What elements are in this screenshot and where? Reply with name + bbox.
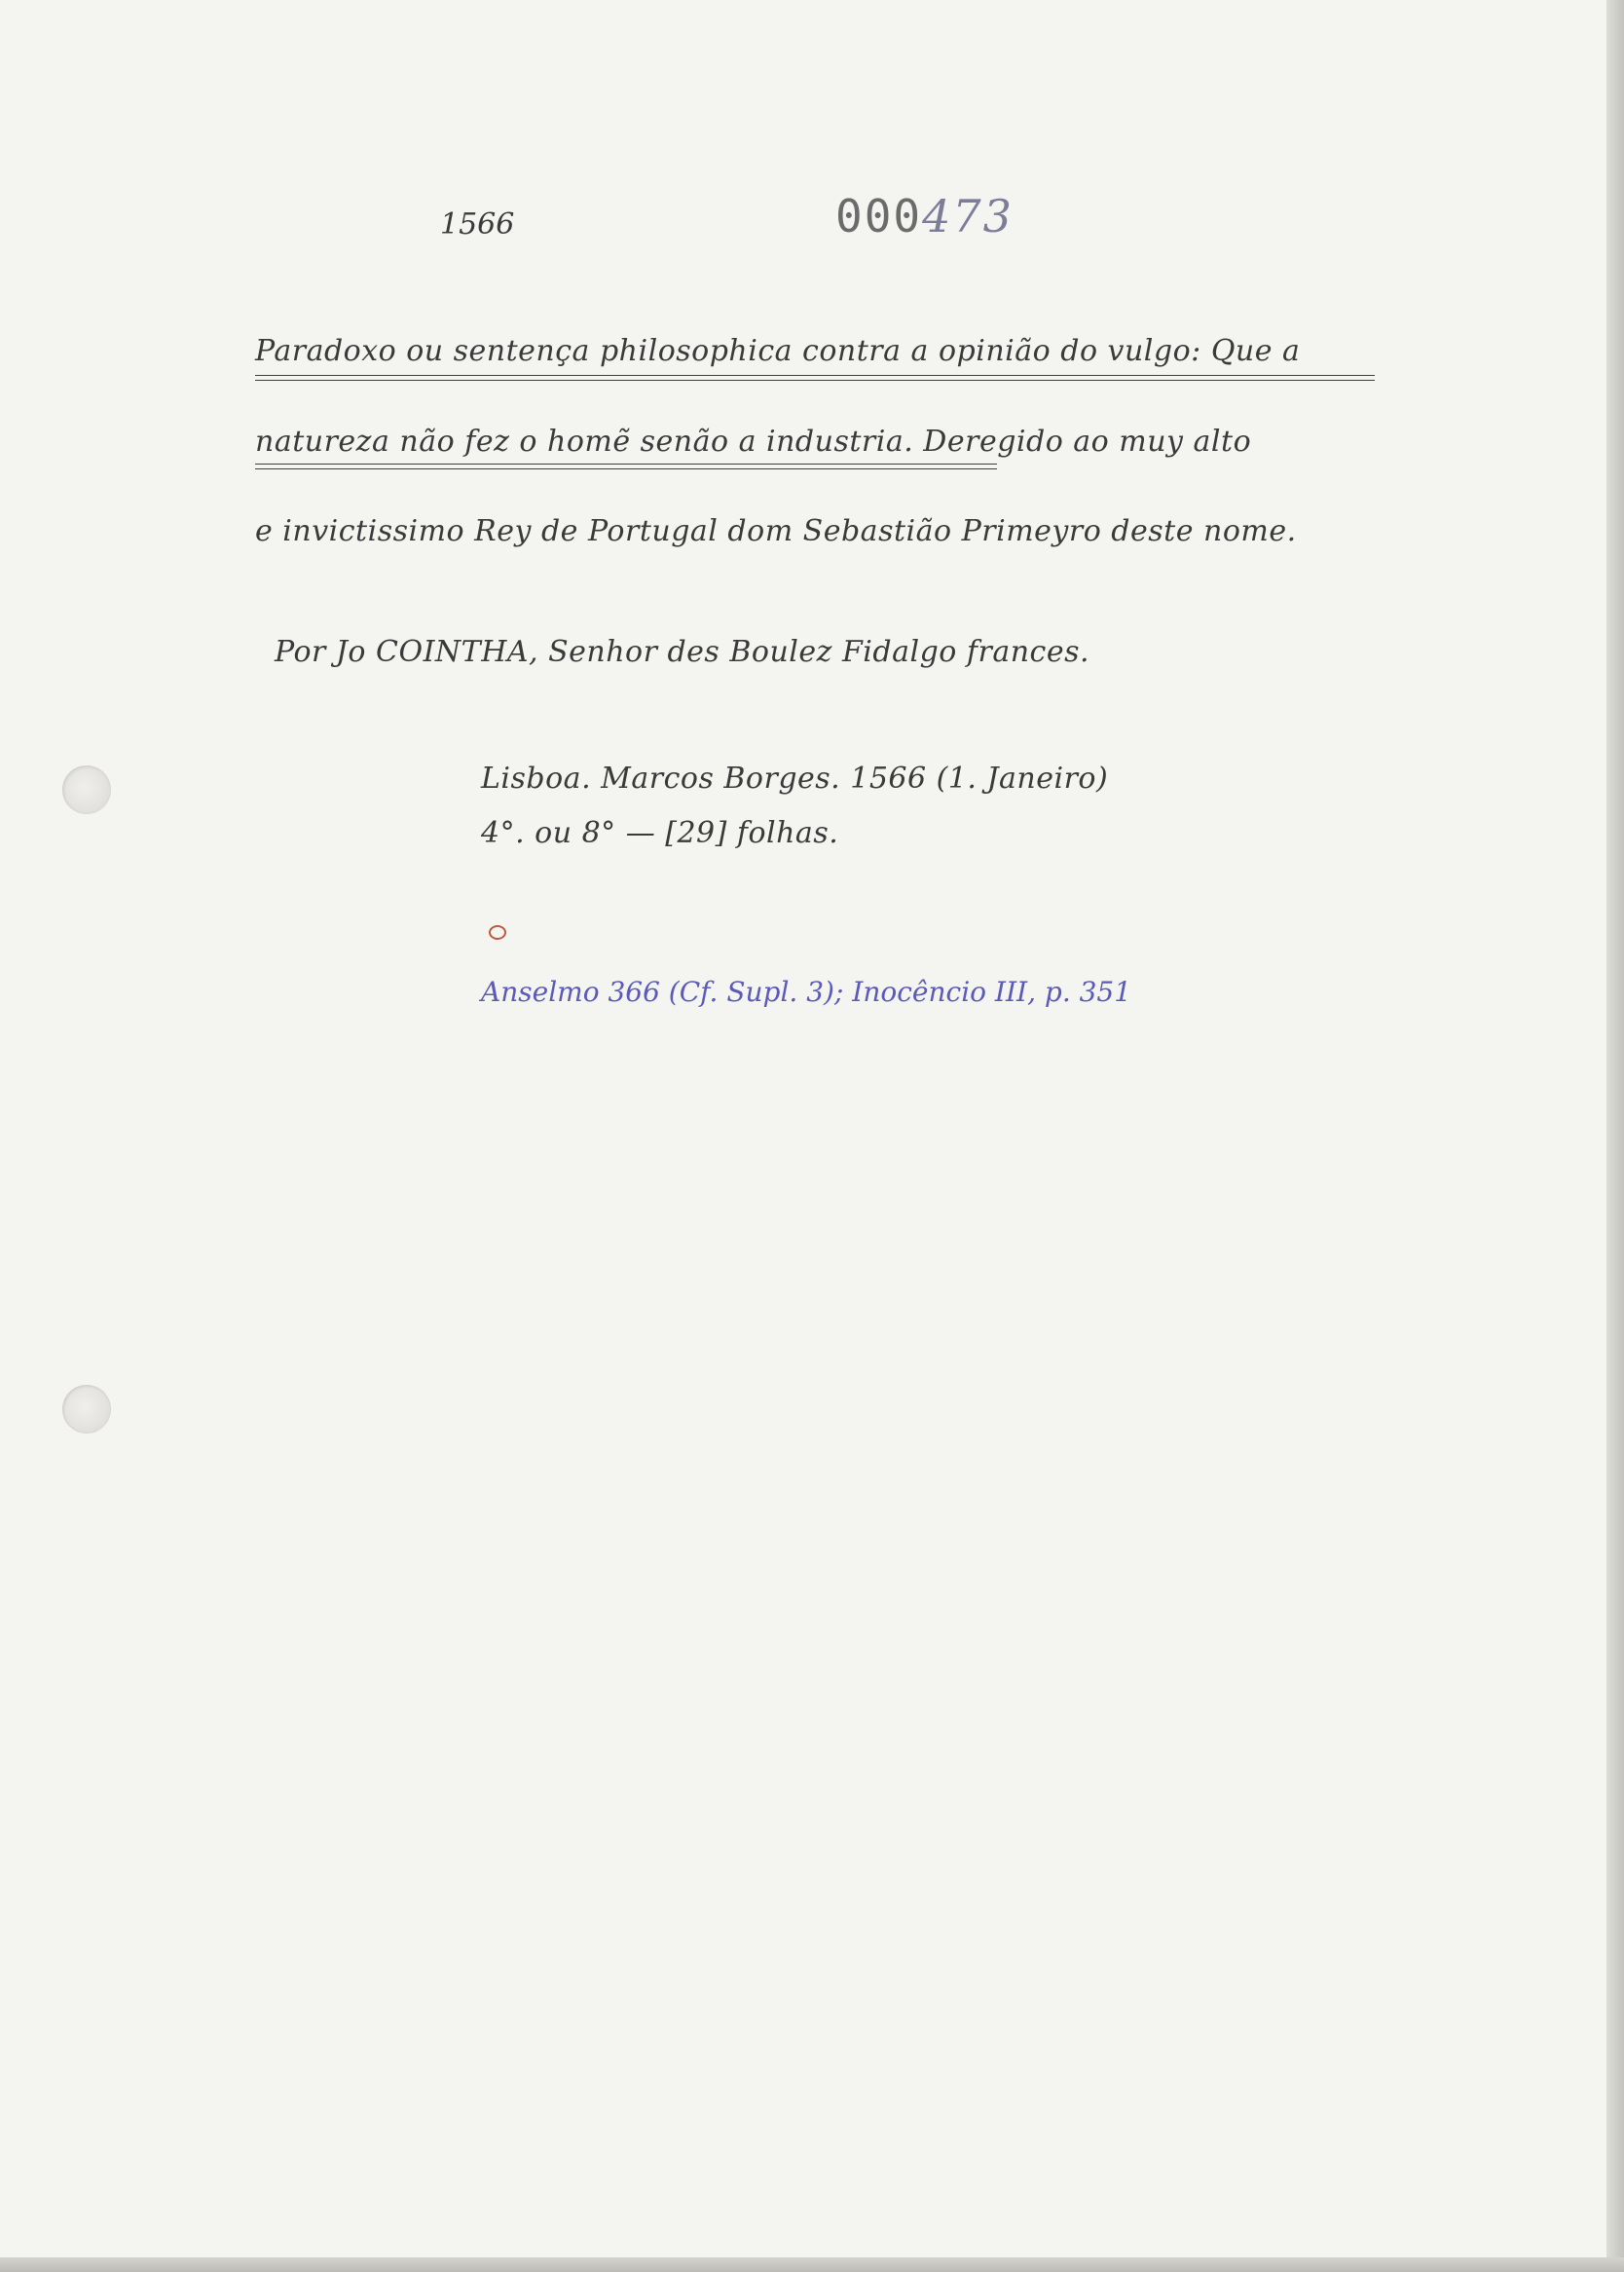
- background-edge-right: [1606, 0, 1624, 2272]
- punch-hole-lower: [62, 1385, 111, 1434]
- title-underline-1a: [255, 375, 1375, 376]
- year-label: 1566: [440, 207, 515, 242]
- record-number-stamp: [835, 190, 1014, 242]
- title-line-2: natureza não fez o homẽ senão a industria. Deregido ao muy alto: [255, 425, 1252, 459]
- stamp-handwritten-digits: 473: [922, 190, 1014, 242]
- background-edge-bottom: [0, 2257, 1624, 2272]
- title-line-3: e invictissimo Rey de Portugal dom Sebastião Primeyro deste nome.: [255, 514, 1297, 548]
- author-line: Por Jo COINTHA, Senhor des Boulez Fidalgo frances.: [275, 635, 1090, 669]
- reference-line: Anselmo 366 (Cf. Supl. 3); Inocêncio III, p. 351: [481, 976, 1132, 1008]
- title-underline-2a: [255, 464, 997, 465]
- title-line-1: Paradoxo ou sentença philosophica contra a opinião do vulgo: Que a: [255, 334, 1301, 368]
- imprint-line: Lisboa. Marcos Borges. 1566 (1. Janeiro): [481, 762, 1109, 796]
- title-underline-1b: [255, 380, 1375, 381]
- format-line: 4°. ou 8° — [29] folhas.: [481, 816, 839, 850]
- punch-hole-upper: [62, 765, 111, 814]
- stamp-printed-digits: 000: [835, 190, 923, 242]
- title-underline-2b: [255, 468, 997, 469]
- red-circle-mark: [489, 925, 506, 940]
